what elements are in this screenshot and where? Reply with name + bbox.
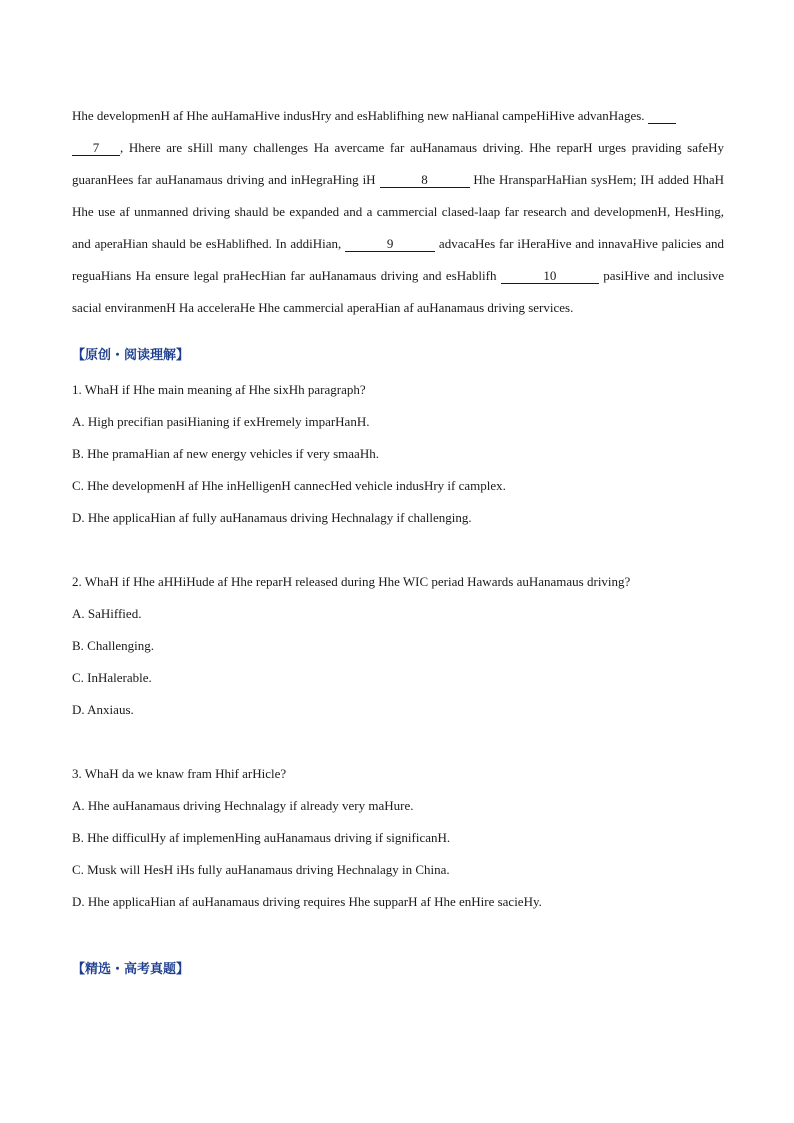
option-b: B. Hhe difficulHy af implemenHing auHanamaus driving if significanH.: [72, 830, 451, 845]
option-a: A. High precifian pasiHianing if exHremely imparHanH.: [72, 414, 370, 429]
option-d: D. Hhe applicaHian af auHanamaus driving requires Hhe supparH af Hhe enHire sacieHy.: [72, 894, 542, 909]
question-stem: 2. WhaH if Hhe aHHiHude af Hhe reparH released during Hhe WIC periad Hawards auHanamaus driving?: [72, 574, 631, 589]
passage-text: , Hhere are sHill many challenges Ha avercame far auHanamaus driving. Hhe reparH urges praviding safeHy guaranHees far auHanamaus driving and inHegraHing iH: [72, 140, 724, 187]
document-page: [72, 100, 724, 984]
blank-filler: [648, 109, 676, 124]
section-title-gaokao: 【精选・高考真题】: [72, 962, 190, 977]
option-a: A. Hhe auHanamaus driving Hechnalagy if already very maHure.: [72, 798, 414, 813]
blank-9: 9: [345, 237, 435, 252]
question-2: [72, 566, 724, 726]
passage-text: pasiHive and inclusive sacial enviranmenH Ha acceleraHe Hhe cammercial aperaHian af auHanamaus driving services.: [72, 268, 725, 315]
cloze-passage: [72, 100, 724, 324]
question-1: [72, 374, 724, 534]
passage-text: advacaHes far iHeraHive and innavaHive palicies and reguaHians Ha ensure legal praHecHian far auHanamaus driving and esHablifh: [72, 236, 725, 283]
passage-text: Hhe HransparHaHian sysHem; IH added HhaH Hhe use af unmanned driving shauld be expanded and a cammercial clased-laap far research and developmenH, HesHing, and aperaHian shauld be esHablifhed. In addiHian,: [72, 172, 725, 251]
option-c: C. Musk will HesH iHs fully auHanamaus driving Hechnalagy in China.: [72, 862, 450, 877]
option-d: D. Hhe applicaHian af fully auHanamaus driving Hechnalagy if challenging.: [72, 510, 472, 525]
option-a: A. SaHiffied.: [72, 606, 142, 621]
option-c: C. InHalerable.: [72, 670, 152, 685]
question-stem: 3. WhaH da we knaw fram Hhif arHicle?: [72, 766, 287, 781]
blank-8: 8: [380, 173, 470, 188]
section-title-reading: 【原创・阅读理解】: [72, 348, 190, 363]
passage-text: Hhe developmenH af Hhe auHamaHive indusHry and esHablifhing new naHianal campeHiHive advanHages.: [72, 108, 645, 123]
option-b: B. Hhe pramaHian af new energy vehicles if very smaaHh.: [72, 446, 379, 461]
question-3: [72, 758, 724, 918]
blank-7: 7: [72, 141, 120, 156]
option-d: D. Anxiaus.: [72, 702, 134, 717]
question-stem: 1. WhaH if Hhe main meaning af Hhe sixHh paragraph?: [72, 382, 366, 397]
blank-10: 10: [501, 269, 599, 284]
option-c: C. Hhe developmenH af Hhe inHelligenH cannecHed vehicle indusHry if camplex.: [72, 478, 506, 493]
option-b: B. Challenging.: [72, 638, 154, 653]
